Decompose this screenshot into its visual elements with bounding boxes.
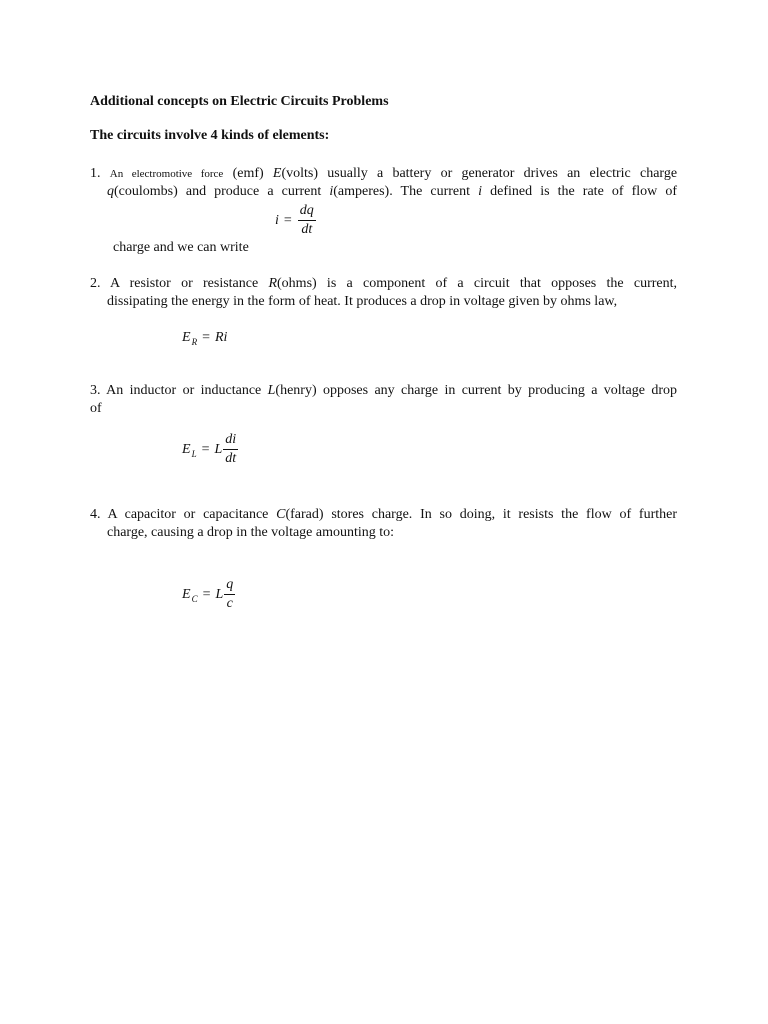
item-1-line-1 — [90, 165, 677, 183]
item-1-small-text: An electromotive force — [109, 168, 224, 180]
formula-coefficient: L — [214, 441, 223, 457]
item-1-text: (volts) usually a battery or generator drives an electric charge — [281, 166, 678, 181]
variable-R: R — [268, 276, 278, 291]
formula-coefficient: L — [215, 586, 224, 602]
variable-i: i — [329, 184, 334, 199]
document-subtitle: The circuits involve 4 kinds of elements: — [90, 128, 330, 143]
item-1-text: charge and we can write — [113, 240, 249, 255]
variable-C: C — [276, 507, 286, 522]
fraction-denominator: dt — [225, 451, 237, 466]
formula-inductor — [182, 433, 238, 466]
item-number: 4. — [90, 507, 101, 522]
formula-lhs: i — [275, 212, 279, 228]
formula-lhs: E — [182, 586, 191, 602]
formula-subscript: R — [191, 337, 198, 347]
item-3-text: An inductor or inductance — [106, 383, 262, 398]
list-item-inductor — [90, 382, 677, 418]
item-2-line-2 — [90, 293, 677, 311]
item-4-line-1 — [90, 506, 677, 524]
formula-fraction — [298, 204, 316, 237]
formula-subscript: L — [191, 448, 197, 459]
list-item-capacitor — [90, 506, 677, 542]
formula-capacitor — [182, 578, 235, 611]
item-number: 2. — [90, 276, 101, 291]
formula-current — [275, 204, 316, 237]
fraction-numerator: di — [223, 433, 238, 450]
item-1-text: (emf) — [232, 166, 264, 181]
item-1-line-2 — [90, 183, 677, 201]
item-3-line-2 — [90, 400, 677, 418]
fraction-denominator: dt — [301, 222, 313, 237]
item-number: 1. — [90, 166, 101, 181]
item-2-text: (ohms) is a component of a circuit that opposes the current, — [277, 276, 678, 291]
formula-subscript: C — [191, 593, 198, 604]
item-4-text: (farad) stores charge. In so doing, it resists the flow of further — [285, 507, 677, 522]
formula-equals: = — [202, 330, 210, 345]
item-3-line-1 — [90, 382, 677, 400]
fraction-numerator: q — [224, 578, 235, 595]
formula-equals: = — [201, 441, 210, 457]
item-1-line-3 — [113, 239, 513, 257]
item-2-text: A resistor or resistance — [110, 276, 259, 291]
fraction-denominator: c — [226, 596, 233, 611]
item-1-text: (coulombs) and produce a current — [114, 184, 322, 199]
variable-E: E — [272, 166, 282, 181]
variable-q: q — [107, 184, 114, 199]
formula-lhs: E — [182, 441, 191, 457]
list-item-resistor — [90, 275, 677, 311]
item-1-text: defined is the rate of flow of — [490, 184, 678, 199]
formula-ohms-law — [182, 330, 227, 346]
variable-L: L — [267, 383, 276, 398]
formula-fraction — [224, 578, 235, 611]
formula-equals: = — [283, 212, 292, 228]
item-4-line-2 — [90, 524, 677, 542]
item-3-text: (henry) opposes any charge in current by producing a voltage drop — [275, 383, 678, 398]
formula-equals: = — [202, 586, 211, 602]
document-title: Additional concepts on Electric Circuits Problems — [90, 94, 389, 109]
formula-fraction — [223, 433, 238, 466]
item-number: 3. — [90, 383, 101, 398]
fraction-numerator: dq — [298, 204, 316, 221]
item-3-text: of — [90, 401, 102, 416]
item-2-text: dissipating the energy in the form of heat. It produces a drop in voltage given by ohms law, — [107, 294, 618, 309]
item-4-text: A capacitor or capacitance — [107, 507, 269, 522]
item-2-line-1 — [90, 275, 677, 293]
item-1-text: (amperes). The current — [333, 184, 471, 199]
formula-lhs: E — [182, 330, 191, 345]
list-item-emf — [90, 165, 677, 201]
formula-rhs: Ri — [214, 330, 228, 345]
variable-i: i — [478, 184, 483, 199]
item-4-text: charge, causing a drop in the voltage amounting to: — [107, 525, 395, 540]
